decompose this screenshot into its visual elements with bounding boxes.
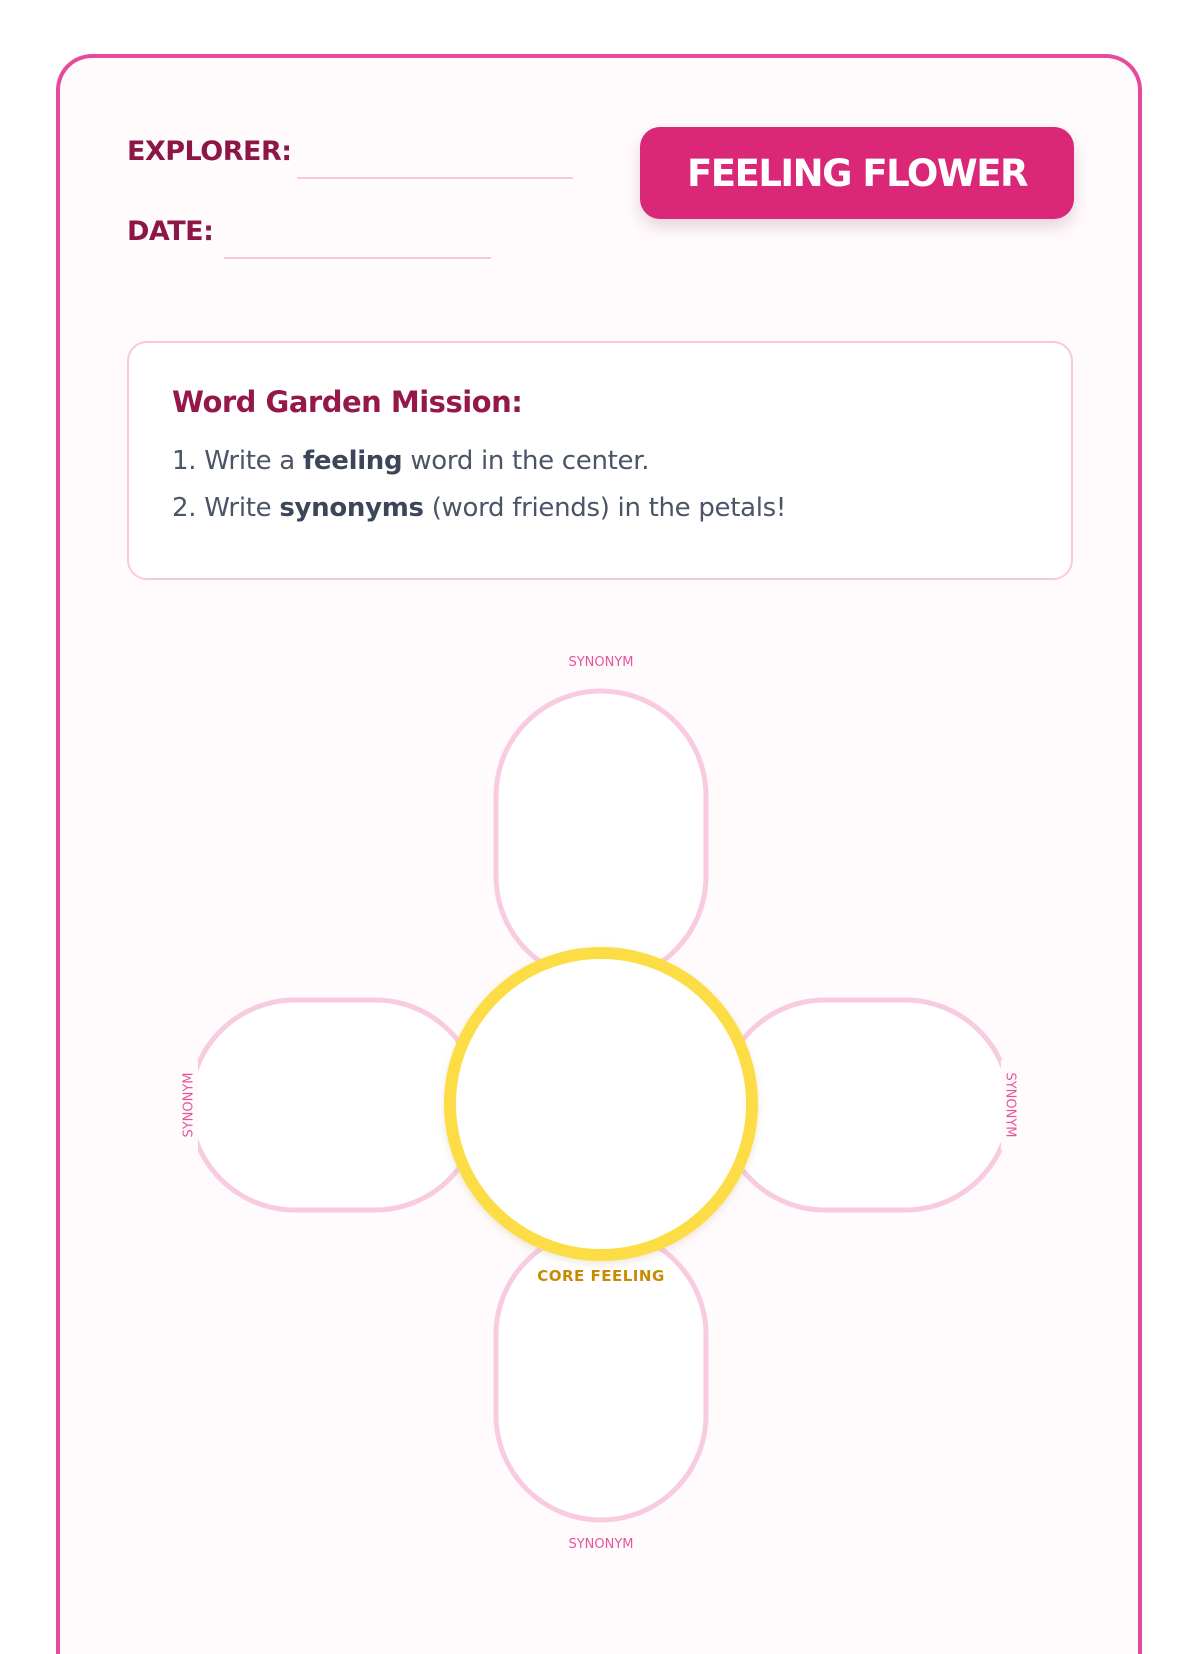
step-keyword: feeling	[302, 446, 403, 476]
petal-right-label: SYNONYM	[1002, 1072, 1018, 1138]
step-text: Write	[204, 493, 272, 523]
step-text: word in the center.	[410, 446, 650, 476]
explorer-label: EXPLORER:	[127, 136, 292, 167]
center-label: CORE FEELING	[537, 1267, 665, 1285]
mission-title: Word Garden Mission:	[172, 385, 523, 419]
step-keyword: synonyms	[279, 493, 424, 523]
step-text: Write a	[204, 446, 295, 476]
petal-top-label: SYNONYM	[568, 655, 634, 670]
petal-right[interactable]	[720, 1000, 1010, 1210]
center-circle[interactable]	[450, 953, 752, 1255]
petal-left[interactable]	[190, 1000, 480, 1210]
petal-left-label: SYNONYM	[181, 1072, 197, 1138]
step-text: (word friends) in the petals!	[431, 493, 787, 523]
worksheet-title: FEELING FLOWER	[640, 127, 1074, 219]
step-number: 1.	[172, 446, 197, 476]
step-number: 2.	[172, 493, 197, 523]
petal-top[interactable]	[496, 691, 706, 981]
petal-bottom-label: SYNONYM	[568, 1537, 634, 1552]
date-label: DATE:	[127, 216, 214, 247]
